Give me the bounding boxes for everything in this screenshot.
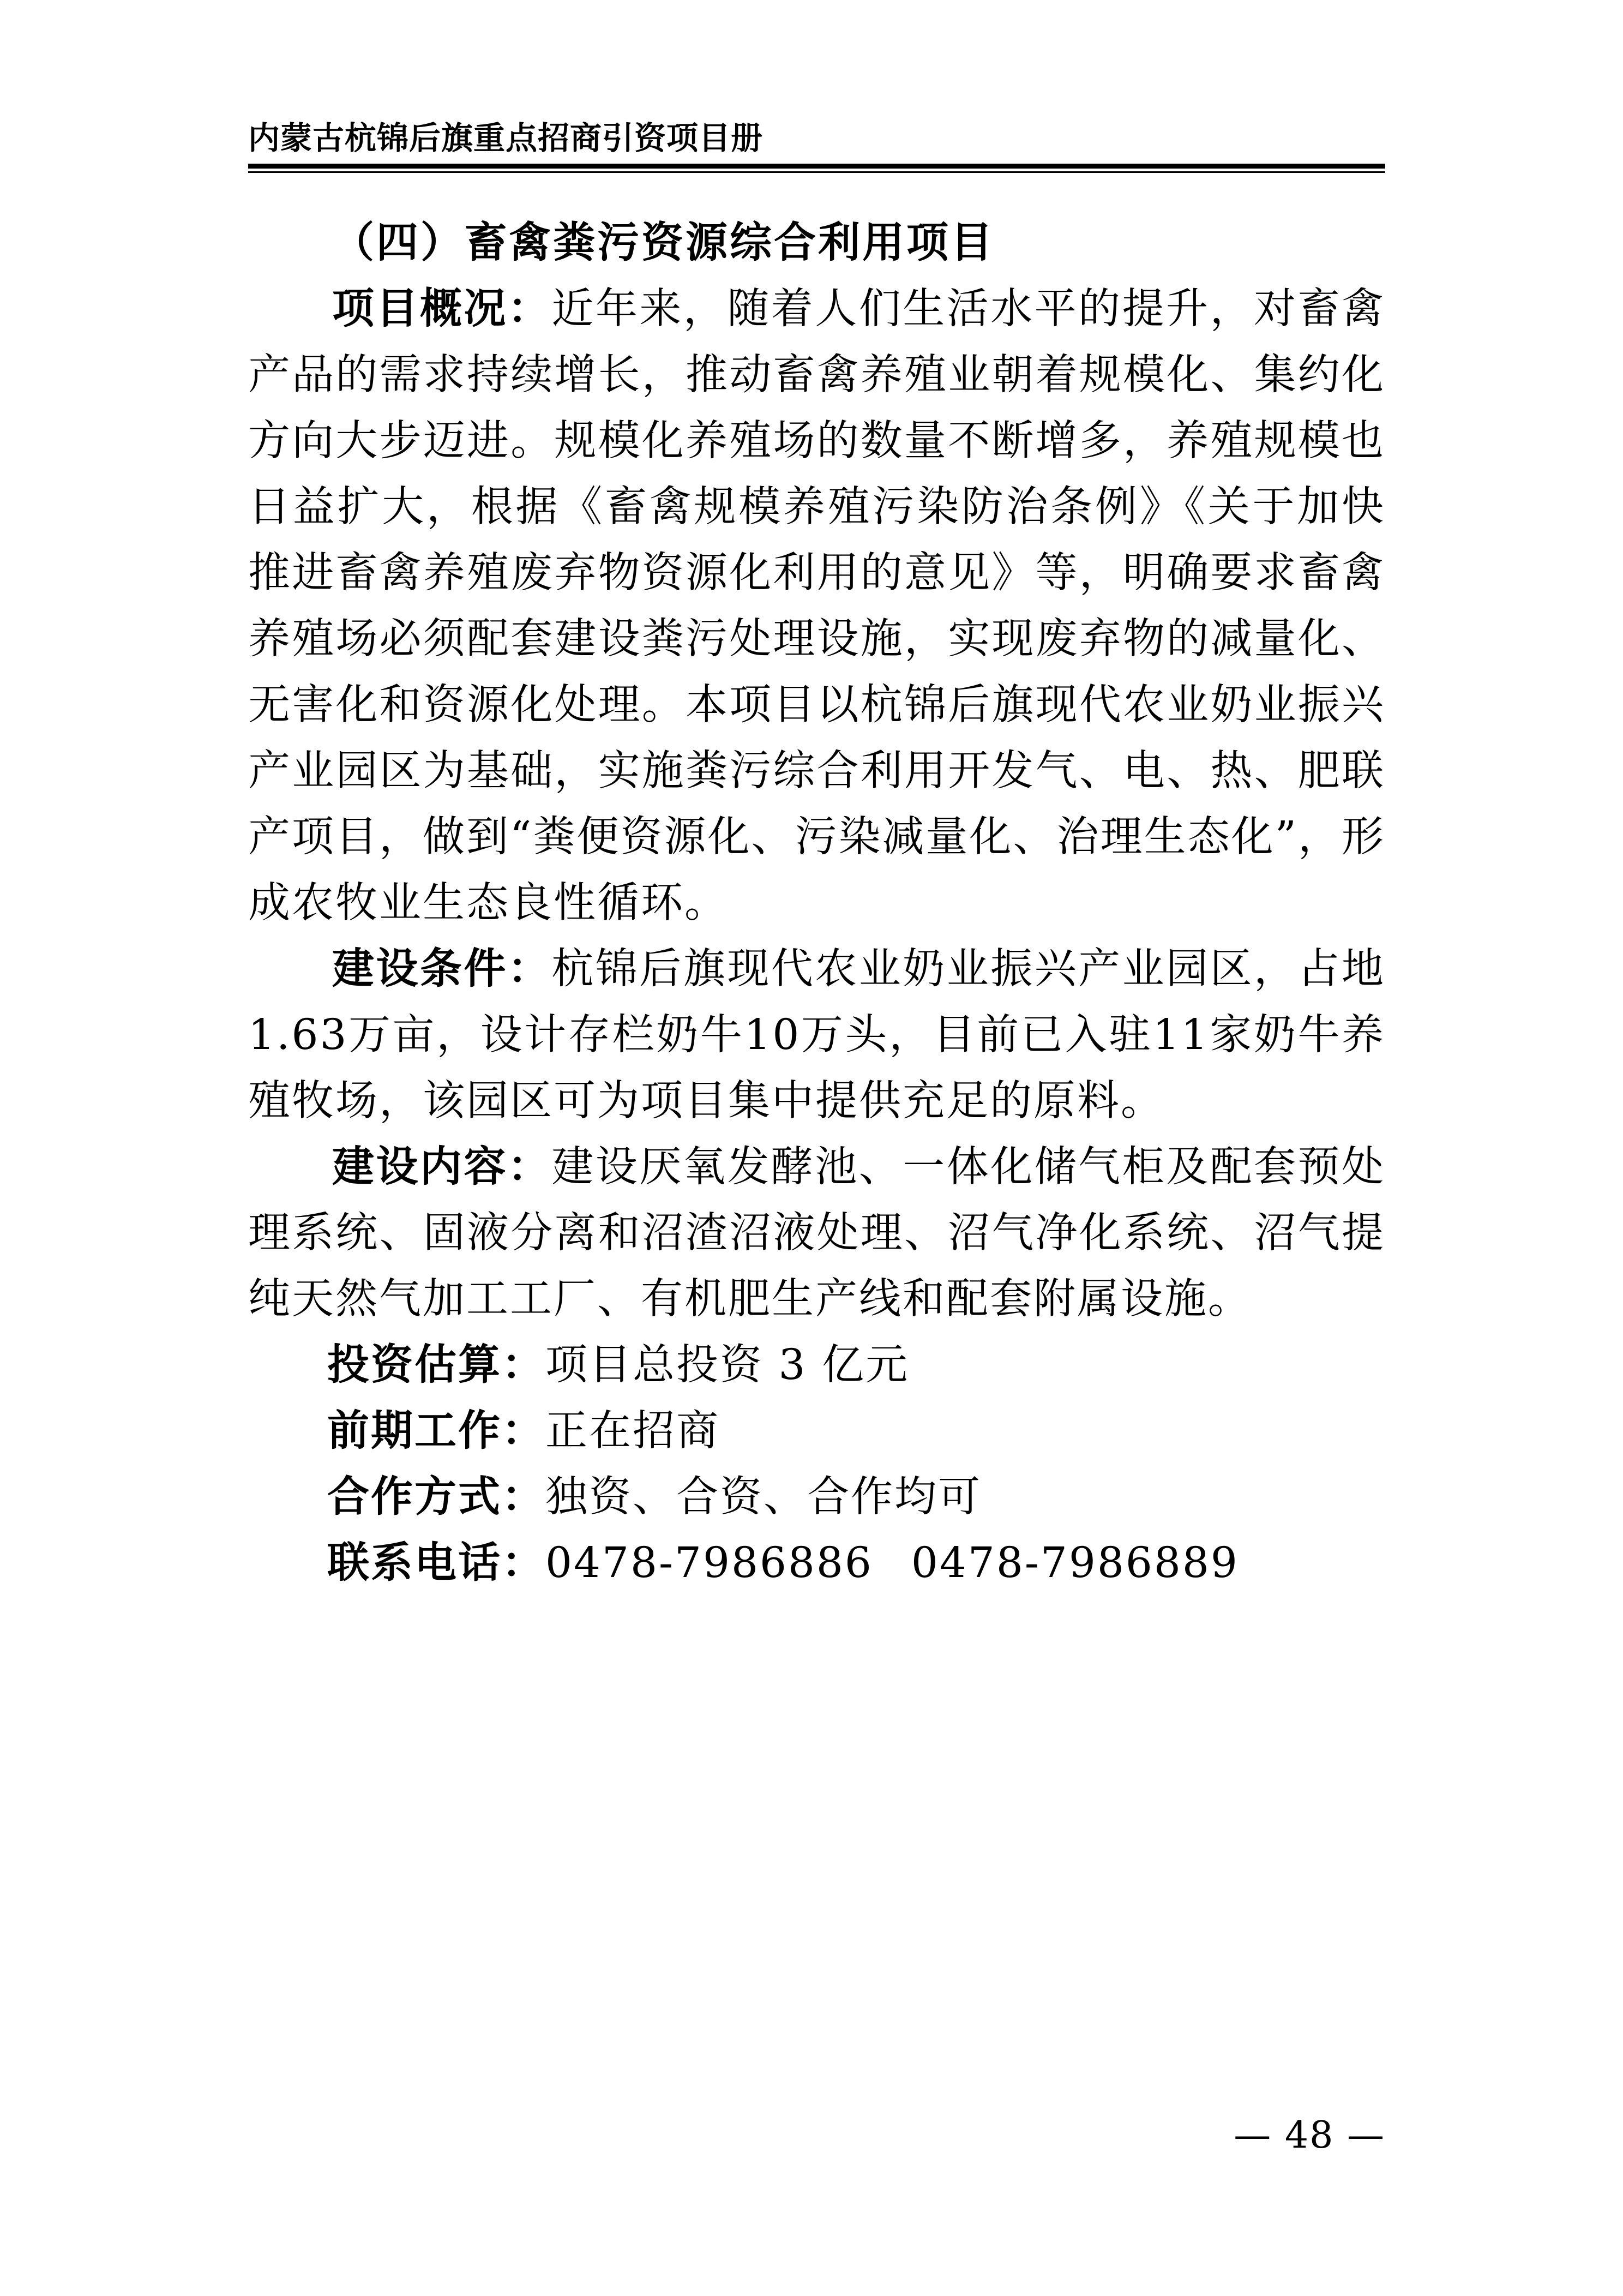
investment-value: 项目总投资 3 亿元 (545, 1341, 909, 1389)
content-text: 建设厌氧发酵池、一体化储气柜及配套预处理系统、固液分离和沼渣沼液处理、沼气净化系统、沼气提纯天然气加工工厂、有机肥生产线和配套附属设施。 (248, 1143, 1386, 1323)
content-label: 建设内容： (332, 1142, 552, 1191)
preliminary-value: 正在招商 (545, 1407, 720, 1455)
contact-label: 联系电话： (327, 1538, 545, 1587)
overview-label: 项目概况： (332, 284, 552, 333)
phone-number-1: 0478-7986886 (545, 1539, 873, 1587)
preliminary-line (248, 1398, 1385, 1464)
header-rule-thick (248, 164, 1385, 169)
investment-line (248, 1332, 1385, 1398)
running-header: 内蒙古杭锦后旗重点招商引资项目册 (248, 119, 764, 157)
overview-text: 近年来，随着人们生活水平的提升，对畜禽产品的需求持续增长，推动畜禽养殖业朝着规模化、集约化方向大步迈进。规模化养殖场的数量不断增多，养殖规模也日益扩大，根据《畜禽规模养殖污染防治条例》《关于加快推进畜禽养殖废弃物资源化利用的意见》等，明确要求畜禽养殖场必须配套建设粪污处理设施，实现废弃物的减量化、无害化和资源化处理。本项目以杭锦后旗现代农业奶业振兴产业园区为基础，实施粪污综合利用开发气、电、热、肥联产项目，做到“粪便资源化、污染减量化、治理生态化”，形成农牧业生态良性循环。 (248, 285, 1386, 927)
cooperation-label: 合作方式： (327, 1472, 545, 1521)
investment-label: 投资估算： (327, 1340, 545, 1389)
phone-number-2: 0478-7986889 (911, 1539, 1239, 1587)
conditions-paragraph (248, 936, 1385, 1134)
content-paragraph (248, 1134, 1385, 1332)
contact-line (248, 1530, 1385, 1596)
conditions-label: 建设条件： (332, 944, 552, 993)
page-body (248, 210, 1385, 1596)
overview-paragraph (248, 276, 1385, 936)
cooperation-line (248, 1464, 1385, 1530)
page-number: — 48 — (1234, 2114, 1385, 2157)
conditions-text: 杭锦后旗现代农业奶业振兴产业园区，占地1.63万亩，设计存栏奶牛10万头，目前已入驻11家奶牛养殖牧场，该园区可为项目集中提供充足的原料。 (248, 945, 1386, 1125)
preliminary-label: 前期工作： (327, 1406, 545, 1455)
header-rule-thin (248, 171, 1385, 173)
section-heading: （四）畜禽粪污资源综合利用项目 (332, 218, 995, 267)
cooperation-value: 独资、合资、合作均可 (545, 1473, 982, 1521)
